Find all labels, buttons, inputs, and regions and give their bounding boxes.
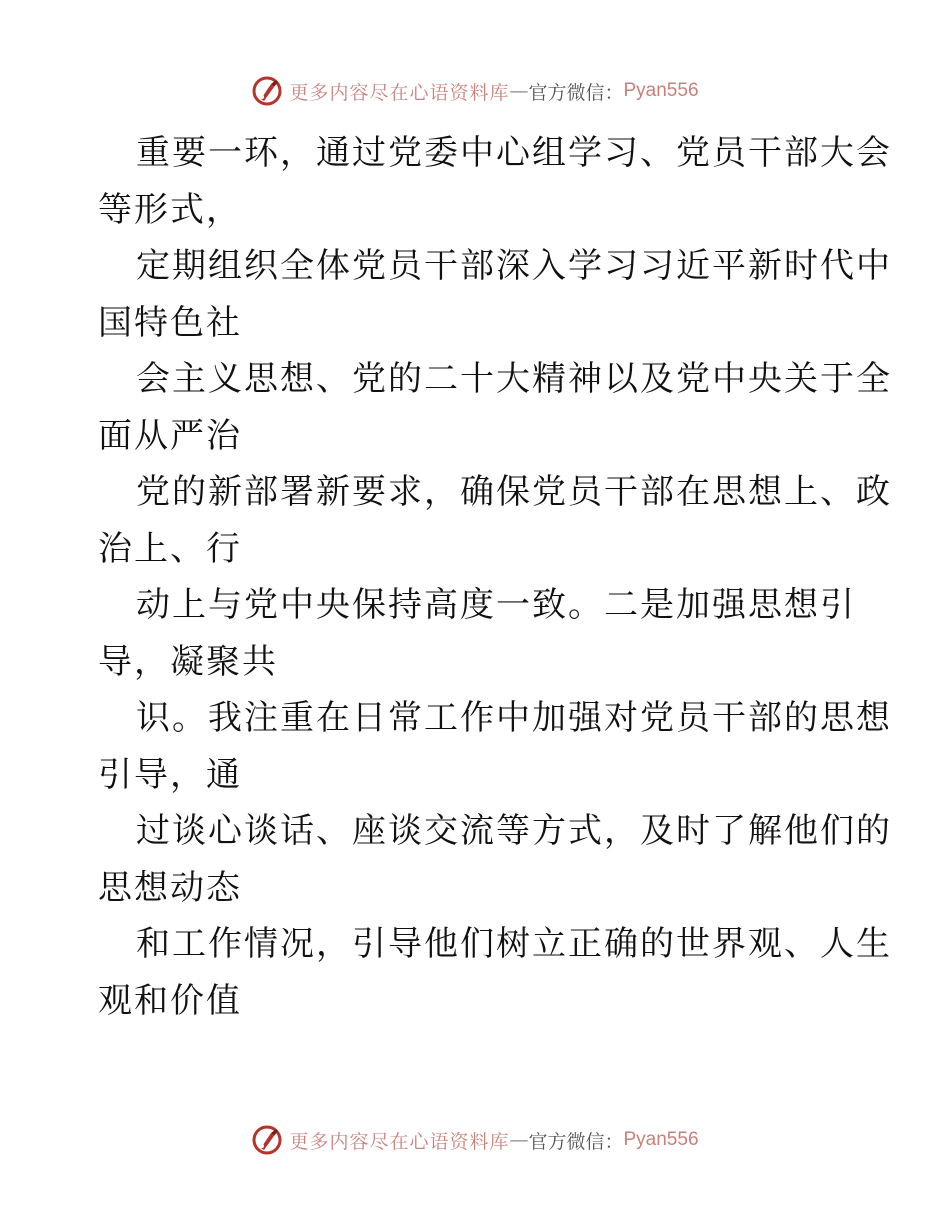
footer-brand-text: 更多内容尽在心语资料库 [289,1130,510,1153]
paragraph-line: 治上、行 [98,528,242,569]
paragraph-line: 重要一环，通过党委中心组学习、党员干部大会 [136,133,892,173]
paragraph-line: 国特色社 [98,302,242,343]
paragraph-line: 和工作情况，引导他们树立正确的世界观、人生 [136,924,892,964]
pen-nib-logo-icon [251,75,283,107]
paragraph-line: 思想动态 [98,867,242,908]
footer-separator: — [509,1129,529,1151]
footer-wechat-id: Pyan556 [623,1129,699,1150]
header-wechat-id: Pyan556 [623,80,699,101]
paragraph-line: 识。我注重在日常工作中加强对党员干部的思想 [136,698,892,738]
paragraph-line: 引导，通 [98,754,242,795]
paragraph-line: 等形式， [98,189,242,230]
paragraph-line: 会主义思想、党的二十大精神以及党中央关于全 [136,359,892,399]
pen-nib-logo-icon [251,1124,283,1156]
body-text [98,125,892,1029]
paragraph-line: 过谈心谈话、座谈交流等方式，及时了解他们的 [136,811,892,851]
paragraph-line: 观和价值 [98,980,242,1021]
page-header [0,71,950,111]
paragraph-line: 导，凝聚共 [98,641,278,682]
footer-wechat-label: 官方微信： [528,1130,624,1153]
header-brand-text: 更多内容尽在心语资料库 [289,81,510,104]
paragraph-line: 党的新部署新要求，确保党员干部在思想上、政 [136,472,892,512]
page-footer [0,1120,950,1160]
paragraph-line: 面从严治 [98,415,242,456]
paragraph-line: 定期组织全体党员干部深入学习习近平新时代中 [136,246,892,286]
header-separator: — [509,80,529,102]
paragraph-line: 动上与党中央保持高度一致。二是加强思想引 [136,585,856,625]
header-wechat-label: 官方微信： [528,81,624,104]
